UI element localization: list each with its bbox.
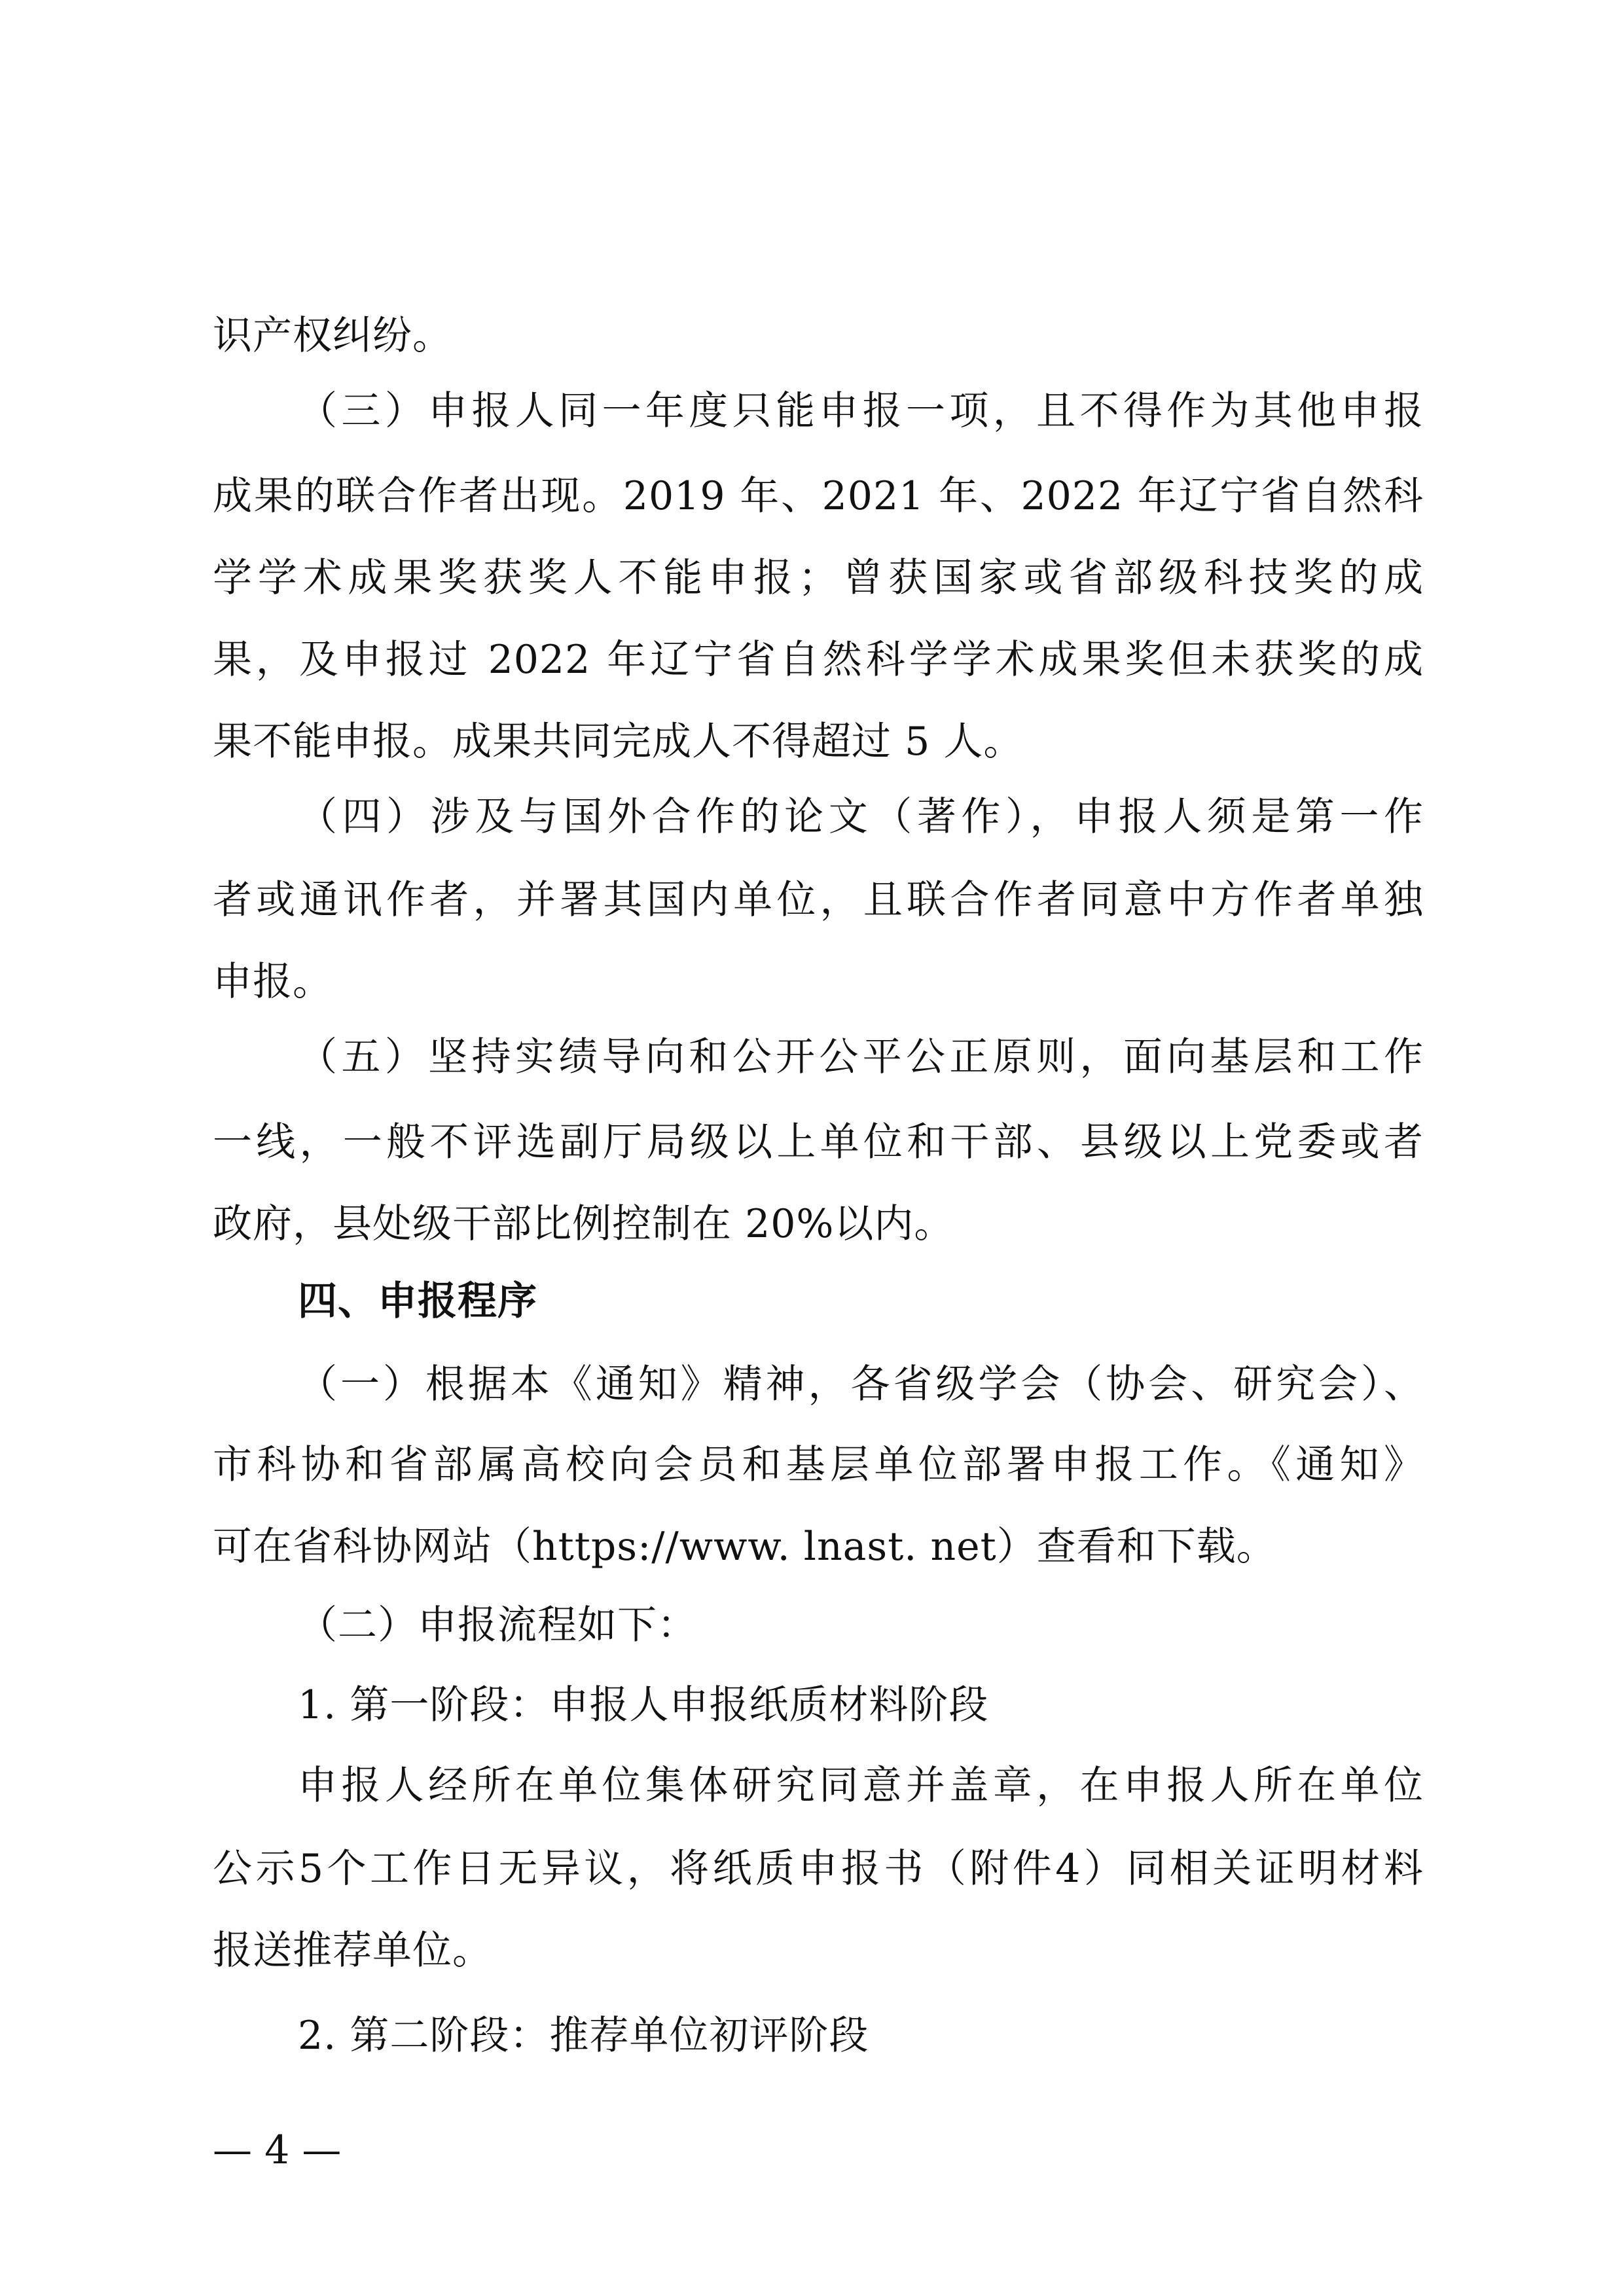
body-line: （一）根据本《通知》精神，各省级学会（协会、研究会）、 xyxy=(298,1361,1424,1407)
page-number: — 4 — xyxy=(213,2127,342,2173)
body-line: （二）申报流程如下： xyxy=(298,1602,697,1648)
body-line: 申报人经所在单位集体研究同意并盖章，在申报人所在单位 xyxy=(298,1763,1424,1809)
body-line: 可在省科协网站（https://www. lnast. net）查看和下载。 xyxy=(213,1524,1276,1570)
body-line: 成果的联合作者出现。2019 年、2021 年、2022 年辽宁省自然科 xyxy=(213,473,1424,519)
body-line: 果不能申报。成果共同完成人不得超过 5 人。 xyxy=(213,719,1024,765)
body-line: 1. 第一阶段：申报人申报纸质材料阶段 xyxy=(298,1682,989,1728)
section-heading: 四、申报程序 xyxy=(298,1278,537,1324)
body-line: 一线，一般不评选副厅局级以上单位和干部、县级以上党委或者 xyxy=(213,1119,1424,1165)
body-line: 果，及申报过 2022 年辽宁省自然科学学术成果奖但未获奖的成 xyxy=(213,637,1424,683)
body-line: 政府，县处级干部比例控制在 20%以内。 xyxy=(213,1201,954,1247)
body-line: 者或通讯作者，并署其国内单位，且联合作者同意中方作者单独 xyxy=(213,877,1424,923)
body-line: 市科协和省部属高校向会员和基层单位部署申报工作。《通知》 xyxy=(213,1442,1424,1488)
body-line: 报送推荐单位。 xyxy=(213,1928,492,1974)
body-line: 识产权纠纷。 xyxy=(213,313,452,359)
body-line: 申报。 xyxy=(213,959,333,1005)
body-line: 学学术成果奖获奖人不能申报；曾获国家或省部级科技奖的成 xyxy=(213,555,1424,601)
body-line: 公示5个工作日无异议，将纸质申报书（附件4）同相关证明材料 xyxy=(213,1846,1424,1892)
body-line: 2. 第二阶段：推荐单位初评阶段 xyxy=(298,2013,869,2059)
body-line: （四）涉及与国外合作的论文（著作），申报人须是第一作 xyxy=(298,794,1424,840)
body-line: （三）申报人同一年度只能申报一项，且不得作为其他申报 xyxy=(298,388,1424,434)
body-line: （五）坚持实绩导向和公开公平公正原则，面向基层和工作 xyxy=(298,1034,1424,1080)
